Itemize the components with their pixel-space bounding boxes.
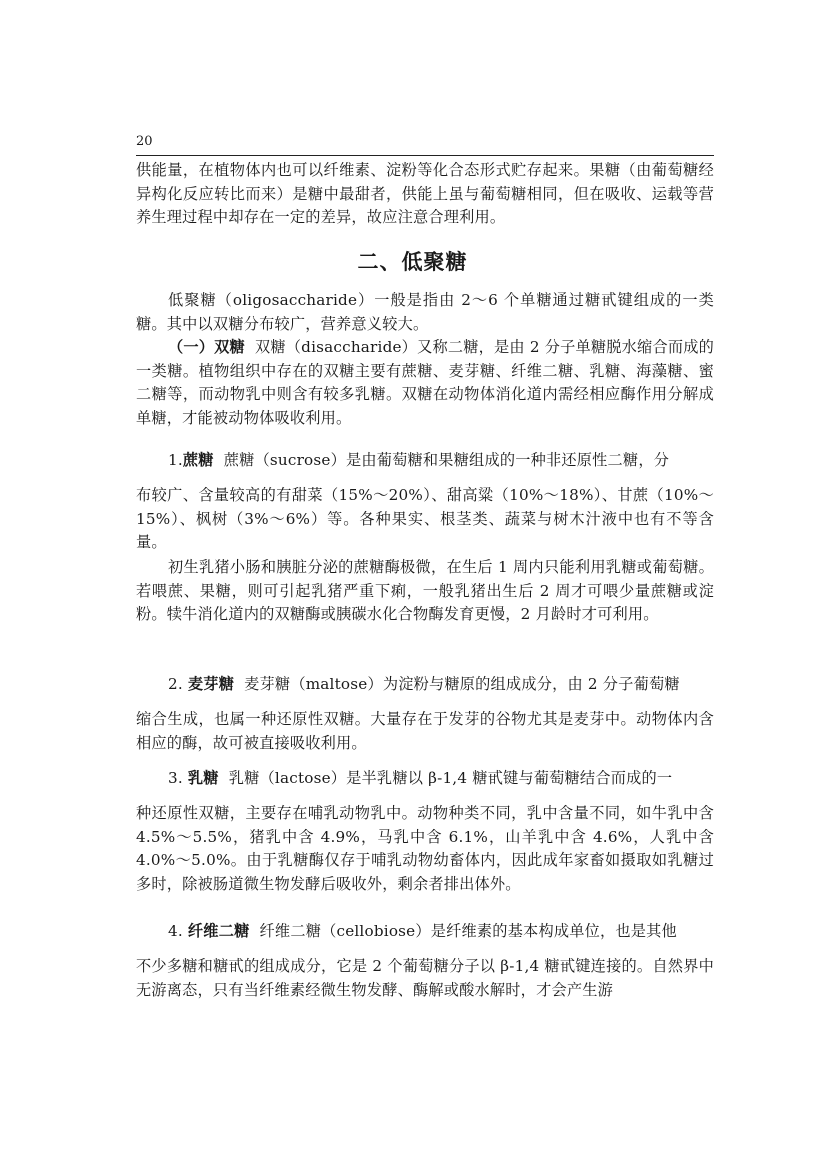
item-cellobiose-body: 不少多糖和糖甙的组成成分，它是 2 个葡萄糖分子以 β-1,4 糖甙键连接的。自然界中无游离态，只有当纤维素经微生物发酵、酶解或酸水解时，才会产生游 (136, 957, 714, 999)
header-rule (136, 155, 714, 156)
item-maltose-first-text: 麦芽糖（maltose）为淀粉与糖原的组成成分，由 2 分子葡萄糖 (244, 675, 680, 693)
item-lactose-body: 种还原性双糖，主要存在哺乳动物乳中。动物种类不同，乳中含量不同，如牛乳中含 4.5%～5.5%，猪乳中含 4.9%，马乳中含 6.1%，山羊乳中含 4.6%，人乳中含 4.0%～5.0%。由于乳糖酶仅存于哺乳动物幼畜体内，因此成年家畜如摄取如乳糖过多时，除被肠道微生物发酵后吸收外，剩余者排出体外。 (136, 804, 714, 893)
item-lactose-first-line (136, 767, 714, 791)
item-cellobiose-first-text: 纤维二糖（cellobiose）是纤维素的基本构成单位，也是其他 (259, 922, 677, 940)
item-cellobiose-first-line (136, 920, 714, 944)
item-maltose-number: 2. (168, 675, 183, 693)
item-lactose-first-text: 乳糖（lactose）是半乳糖以 β-1,4 糖甙键与葡萄糖结合而成的一 (228, 769, 673, 787)
paragraph-disaccharide-text: 双糖（disaccharide）又称二糖，是由 2 分子单糖脱水缩合而成的一类糖。植物组织中存在的双糖主要有蔗糖、麦芽糖、纤维二糖、乳糖、海藻糖、蜜二糖等，而动物乳中则含有较多乳糖。双糖在动物体消化道内需经相应酶作用分解成单糖，才能被动物体吸收利用。 (136, 338, 714, 427)
item-maltose-body: 缩合生成，也属一种还原性双糖。大量存在于发芽的谷物尤其是麦芽中。动物体内含相应的酶，故可被直接吸收利用。 (136, 710, 714, 752)
item-cellobiose-heading: 纤维二糖 (187, 922, 250, 940)
item-sucrose-first-line (136, 449, 714, 473)
subsection-heading-disaccharide: （一）双糖 (168, 338, 245, 356)
paragraph-intro: 供能量，在植物体内也可以纤维素、淀粉等化合态形式贮存起来。果糖（由葡萄糖经异构化反应转比而来）是糖中最甜者，供能上虽与葡萄糖相同，但在吸收、运载等营养生理过程中却存在一定的差异，故应注意合理利用。 (136, 161, 714, 226)
item-sucrose-heading: 蔗糖 (182, 451, 214, 469)
item-maltose-heading: 麦芽糖 (187, 675, 235, 693)
item-cellobiose-number: 4. (168, 922, 183, 940)
page-number: 20 (136, 134, 153, 149)
section-title: 二、低聚糖 (357, 250, 468, 274)
paragraph-disaccharide (136, 336, 714, 430)
item-maltose-first-line (136, 673, 714, 697)
item-lactose-heading: 乳糖 (187, 769, 219, 787)
item-sucrose-first-text: 蔗糖（sucrose）是由葡萄糖和果糖组成的一种非还原性二糖，分 (223, 451, 670, 469)
paragraph-oligosaccharide-text: 低聚糖（oligosaccharide）一般是指由 2～6 个单糖通过糖甙键组成的一类糖。其中以双糖分布较广，营养意义较大。 (136, 291, 714, 333)
item-sucrose-body: 布较广、含量较高的有甜菜（15%～20%）、甜高粱（10%～18%）、甘蔗（10%～15%）、枫树（3%～6%）等。各种果实、根茎类、蔬菜与树木汁液中也有不等含量。 (136, 486, 714, 551)
item-sucrose-paragraph-2: 初生乳猪小肠和胰脏分泌的蔗糖酶极微，在生后 1 周内只能利用乳糖或葡萄糖。若喂蔗、果糖，则可引起乳猪严重下痢，一般乳猪出生后 2 周才可喂少量蔗糖或淀粉。犊牛消化道内的双糖酶或胰碳水化合物酶发育更慢，2 月龄时才可利用。 (136, 558, 714, 623)
paragraph-oligosaccharide (136, 289, 714, 336)
item-lactose-number: 3. (168, 769, 183, 787)
item-sucrose-number: 1. (168, 451, 183, 469)
